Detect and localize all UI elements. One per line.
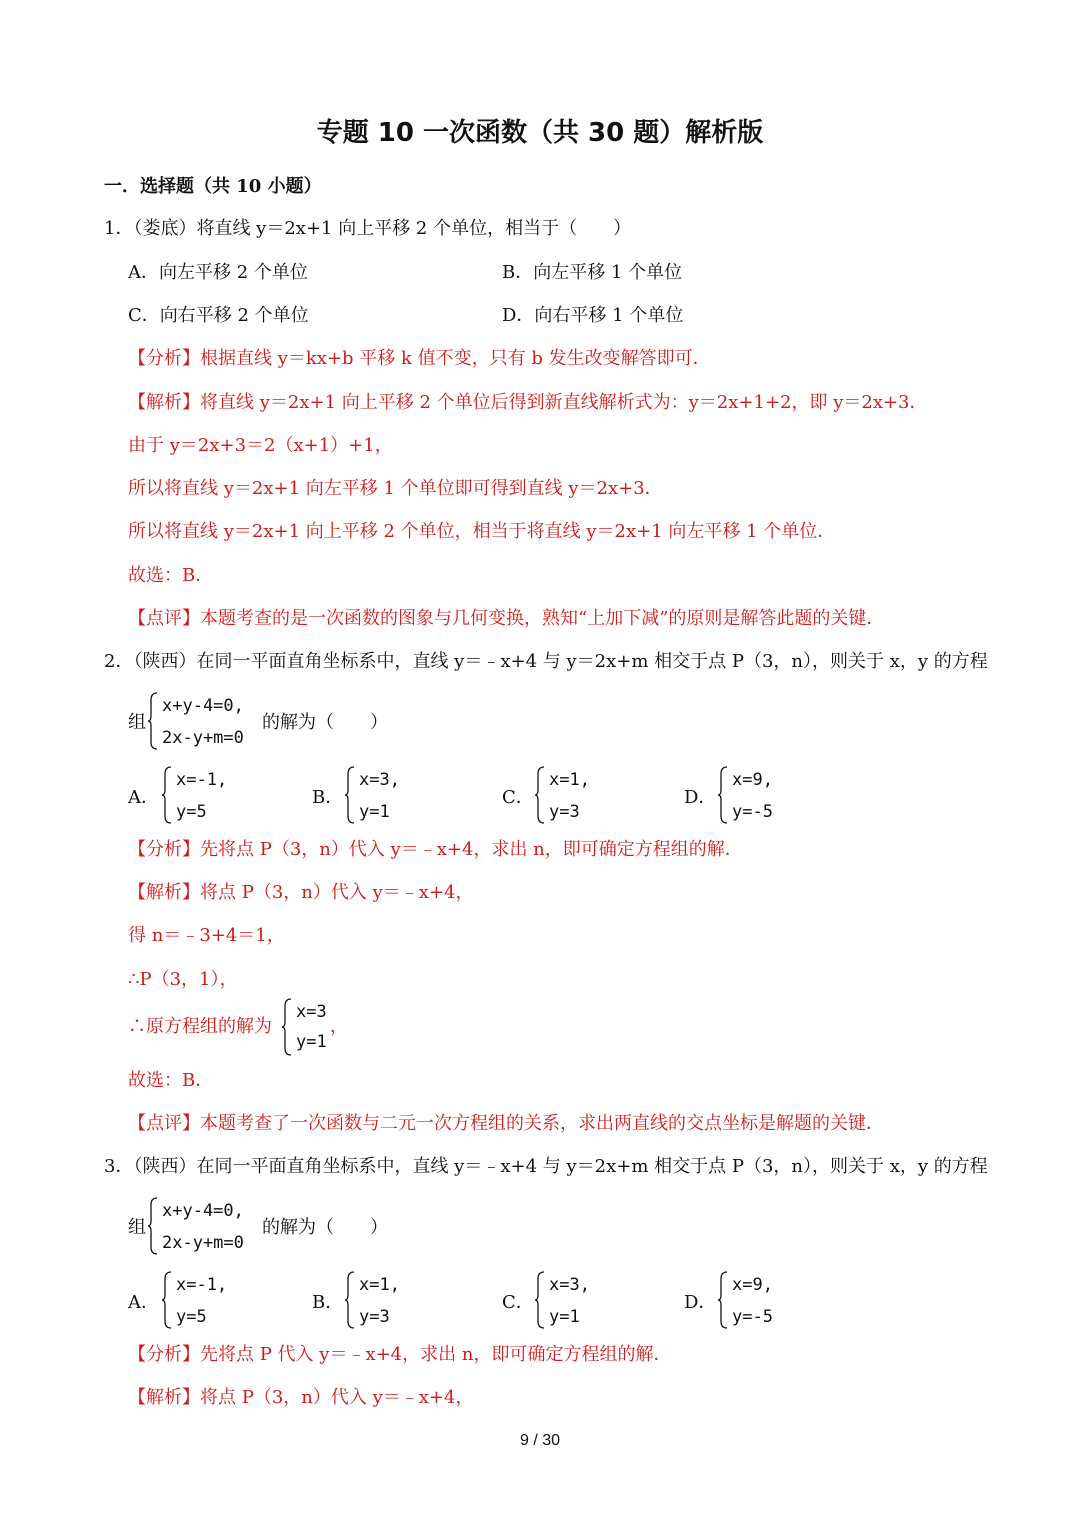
q3-option-d-row-2: y=-5 <box>732 1307 773 1327</box>
q1-comment: 【点评】本题考查的是一次函数的图象与几何变换，熟知“上加下减”的原则是解答此题的关键． <box>128 608 885 629</box>
q1-solution-1: 【解析】将直线 y＝2x+1 向上平移 2 个单位后得到新直线解析式为：y＝2x+1+2，即 y＝2x+3． <box>128 392 928 413</box>
q1-answer: 故选：B． <box>128 565 214 586</box>
q3-option-b-row-1: x=1, <box>359 1275 400 1295</box>
brace-icon <box>535 766 545 824</box>
q2-solution-row-2: y=1 <box>296 1032 327 1052</box>
q3-option-a-row-2: y=5 <box>176 1307 207 1327</box>
q1-option-a: A．向左平移 2 个单位 <box>128 262 308 283</box>
brace-icon <box>535 1271 545 1329</box>
q2-option-c-label: C． <box>502 787 534 808</box>
q3-system-row-2: 2x-y+m=0 <box>162 1233 244 1253</box>
q3-option-c-label: C． <box>502 1292 534 1313</box>
q3-option-c-row-2: y=1 <box>549 1307 580 1327</box>
page-number: 9 / 30 <box>519 1432 561 1449</box>
q2-answer: 故选：B． <box>128 1070 214 1091</box>
q2-solution-4-prefix: ∴原方程组的解为 <box>128 1016 272 1037</box>
q2-option-d-row-1: x=9, <box>732 770 773 790</box>
brace-icon <box>162 1271 172 1329</box>
q3-solution-1: 【解析】将点 P（3，n）代入 y＝﹣x+4， <box>128 1387 474 1408</box>
q3-option-b-label: B． <box>312 1292 344 1313</box>
brace-icon <box>345 766 355 824</box>
q2-option-a-label: A． <box>128 787 159 808</box>
q3-system-row-1: x+y-4=0, <box>162 1201 244 1221</box>
q2-option-d-row-2: y=-5 <box>732 802 773 822</box>
q1-solution-4: 所以将直线 y＝2x+1 向上平移 2 个单位，相当于将直线 y＝2x+1 向左平移 1 个单位． <box>128 521 836 542</box>
q2-solution-3: ∴P（3，1）， <box>128 969 238 990</box>
q1-solution-3: 所以将直线 y＝2x+1 向左平移 1 个单位即可得到直线 y＝2x+3． <box>128 478 663 499</box>
q3-analysis: 【分析】先将点 P 代入 y＝﹣x+4，求出 n，即可确定方程组的解． <box>128 1344 672 1365</box>
q2-option-a-row-1: x=-1, <box>176 770 228 790</box>
q2-option-b-label: B． <box>312 787 344 808</box>
q2-option-b-row-2: y=1 <box>359 802 390 822</box>
q1-solution-2: 由于 y＝2x+3＝2（x+1）+1， <box>128 435 393 456</box>
brace-icon <box>148 1197 158 1255</box>
q1-option-c: C．向右平移 2 个单位 <box>128 305 309 326</box>
q2-comment: 【点评】本题考查了一次函数与二元一次方程组的关系，求出两直线的交点坐标是解题的关键． <box>128 1113 884 1134</box>
brace-icon <box>162 766 172 824</box>
q2-option-a-row-2: y=5 <box>176 802 207 822</box>
q3-option-a-label: A． <box>128 1292 159 1313</box>
q3-option-b-row-2: y=3 <box>359 1307 390 1327</box>
section-heading: 一．选择题（共 10 小题） <box>104 176 322 197</box>
q1-option-d: D．向右平移 1 个单位 <box>502 305 684 326</box>
page-title: 专题 10 一次函数（共 30 题）解析版 <box>316 118 764 148</box>
q2-stem: 2．（陕西）在同一平面直角坐标系中，直线 y＝﹣x+4 与 y＝2x+m 相交于点 P（3，n），则关于 x，y 的方程 <box>104 651 988 672</box>
q3-option-d-label: D． <box>684 1292 717 1313</box>
q2-solution-row-1: x=3 <box>296 1002 327 1022</box>
q2-system-row-1: x+y-4=0, <box>162 696 244 716</box>
q2-prefix: 组 <box>128 712 146 733</box>
q2-option-c-row-1: x=1, <box>549 770 590 790</box>
q3-suffix: 的解为（ ） <box>262 1217 388 1238</box>
brace-icon <box>282 998 292 1056</box>
q2-option-c-row-2: y=3 <box>549 802 580 822</box>
q3-option-d-row-1: x=9, <box>732 1275 773 1295</box>
brace-icon <box>718 766 728 824</box>
q2-suffix: 的解为（ ） <box>262 712 388 733</box>
q3-stem: 3．（陕西）在同一平面直角坐标系中，直线 y＝﹣x+4 与 y＝2x+m 相交于点 P（3，n），则关于 x，y 的方程 <box>104 1156 988 1177</box>
q3-option-c-row-1: x=3, <box>549 1275 590 1295</box>
brace-icon <box>345 1271 355 1329</box>
q2-solution-1: 【解析】将点 P（3，n）代入 y＝﹣x+4， <box>128 882 474 903</box>
q3-option-a-row-1: x=-1, <box>176 1275 228 1295</box>
q2-solution-2: 得 n＝﹣3+4＝1， <box>128 925 285 946</box>
q2-solution-4-suffix: ， <box>330 1016 348 1037</box>
brace-icon <box>718 1271 728 1329</box>
q2-system-row-2: 2x-y+m=0 <box>162 728 244 748</box>
q2-analysis: 【分析】先将点 P（3，n）代入 y＝﹣x+4，求出 n，即可确定方程组的解． <box>128 839 743 860</box>
q3-prefix: 组 <box>128 1217 146 1238</box>
brace-icon <box>148 692 158 750</box>
q1-option-b: B．向左平移 1 个单位 <box>502 262 683 283</box>
q2-option-d-label: D． <box>684 787 717 808</box>
q1-analysis: 【分析】根据直线 y＝kx+b 平移 k 值不变，只有 b 发生改变解答即可． <box>128 348 711 369</box>
q1-stem: 1．（娄底）将直线 y＝2x+1 向上平移 2 个单位，相当于（ ） <box>104 218 632 239</box>
q2-option-b-row-1: x=3, <box>359 770 400 790</box>
